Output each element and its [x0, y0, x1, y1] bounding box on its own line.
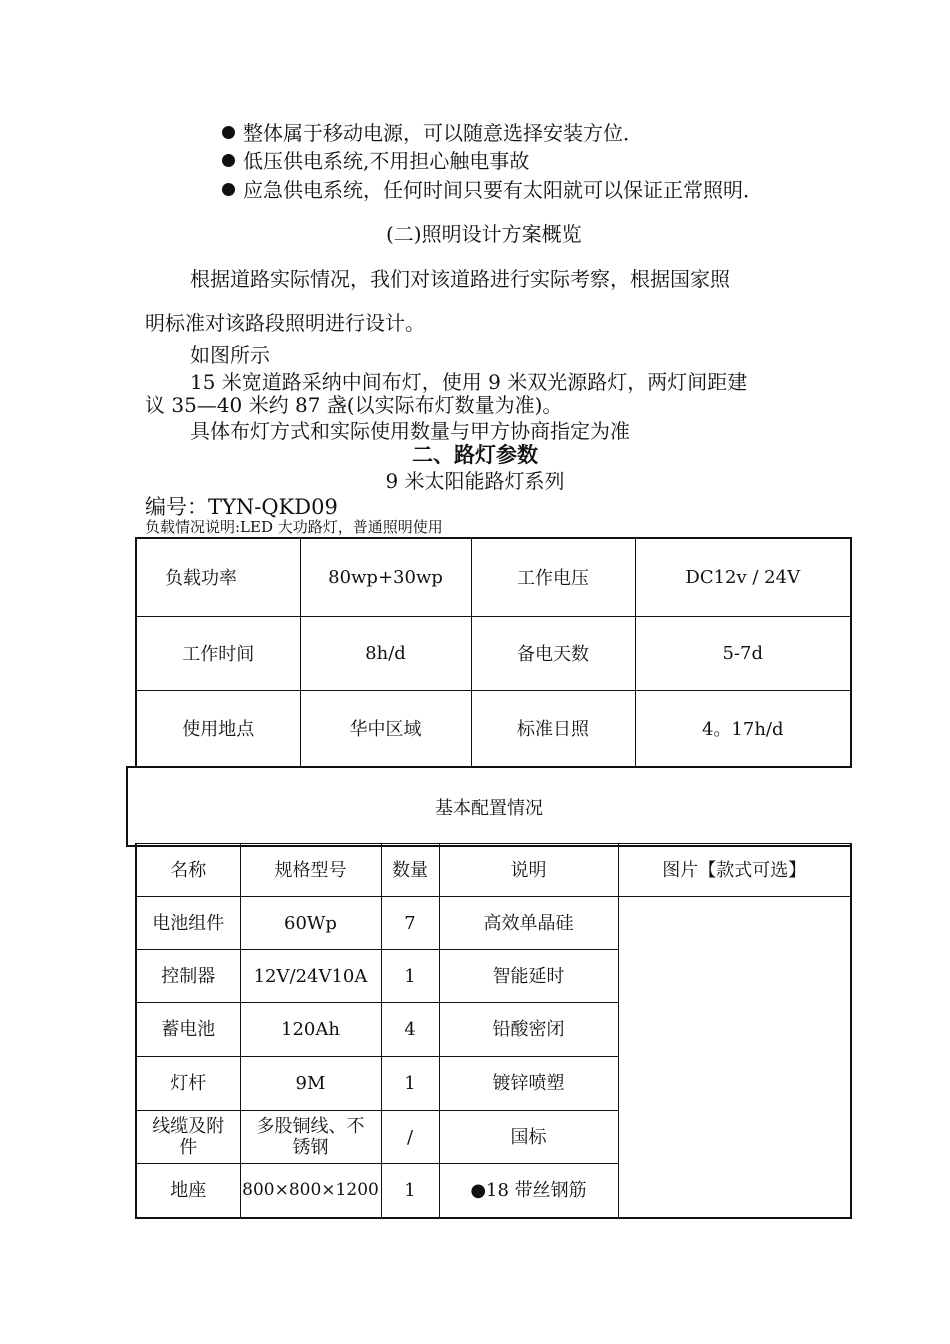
column-header: 规格型号 — [240, 844, 381, 897]
cell-qty: 7 — [381, 897, 439, 950]
column-header: 说明 — [439, 844, 618, 897]
bullet-text: 应急供电系统，任何时间只要有太阳就可以保证正常照明． — [243, 178, 763, 202]
config-table — [135, 843, 852, 1219]
cell-spec: 120Ah — [240, 1003, 381, 1057]
cell-name: 线缆及附件 — [136, 1111, 240, 1164]
cell-qty: 1 — [381, 1164, 439, 1218]
cell-desc: ●18 带丝钢筋 — [439, 1164, 618, 1218]
paragraph-line-clipped: 具体布灯方式和实际使用数量与甲方协商指定为准 — [190, 419, 630, 443]
param-value: 80wp+30wp — [300, 538, 471, 616]
bullet-text: 低压供电系统,不用担心触电事故 — [243, 149, 530, 173]
cell-desc: 镀锌喷塑 — [439, 1057, 618, 1111]
cell-name: 地座 — [136, 1164, 240, 1218]
column-header: 数量 — [381, 844, 439, 897]
bullet-dot-icon — [222, 126, 235, 139]
cell-spec: 60Wp — [240, 897, 381, 950]
param-label: 工作时间 — [136, 616, 300, 690]
param-label: 备电天数 — [471, 616, 635, 690]
table-row — [136, 538, 851, 616]
paragraph-line: 议 35—40 米约 87 盏(以实际布灯数量为准)。 — [145, 393, 563, 417]
param-label: 负载功率 — [136, 538, 300, 616]
cell-spec: 多股铜线、不锈钢 — [240, 1111, 381, 1164]
cell-name: 控制器 — [136, 950, 240, 1003]
cell-desc: 国标 — [439, 1111, 618, 1164]
page-subtitle: 9 米太阳能路灯系列 — [385, 469, 565, 493]
section-heading: (二)照明设计方案概览 — [386, 222, 582, 246]
param-value: 5-7d — [635, 616, 851, 690]
paragraph-line: 明标准对该路段照明进行设计。 — [145, 311, 425, 335]
cell-qty: 1 — [381, 950, 439, 1003]
cell-spec: 800×800×1200 — [240, 1164, 381, 1218]
bullet-item — [222, 117, 643, 146]
cell-qty: / — [381, 1111, 439, 1164]
cell-desc: 智能延时 — [439, 950, 618, 1003]
param-value: DC12v / 24V — [635, 538, 851, 616]
paragraph-line: 15 米宽道路采纳中间布灯，使用 9 米双光源路灯，两灯间距建 — [190, 370, 748, 394]
table-row — [136, 690, 851, 767]
product-code: 编号：TYN-QKD09 — [145, 495, 338, 519]
param-value: 4。17h/d — [635, 690, 851, 767]
config-title-text: 基本配置情况 — [435, 797, 543, 819]
cell-qty: 4 — [381, 1003, 439, 1057]
param-label: 工作电压 — [471, 538, 635, 616]
bullet-text: 整体属于移动电源，可以随意选择安装方位． — [243, 121, 643, 145]
column-header: 图片【款式可选】 — [618, 844, 851, 897]
param-label: 标准日照 — [471, 690, 635, 767]
cell-spec: 9M — [240, 1057, 381, 1111]
table-row — [136, 616, 851, 690]
cell-qty: 1 — [381, 1057, 439, 1111]
image-cell — [618, 897, 851, 1218]
cell-desc: 高效单晶硅 — [439, 897, 618, 950]
param-label: 使用地点 — [136, 690, 300, 767]
bullet-item — [222, 145, 529, 174]
config-title — [126, 766, 850, 847]
bullet-item — [222, 174, 763, 203]
table-header-row — [136, 844, 851, 897]
params-table — [135, 537, 852, 768]
bullet-dot-icon — [222, 183, 235, 196]
table-row — [136, 897, 851, 950]
paragraph-line: 如图所示 — [190, 343, 270, 367]
cell-desc: 铅酸密闭 — [439, 1003, 618, 1057]
page-title: 二、路灯参数 — [412, 443, 538, 467]
load-note: 负载情况说明:LED 大功路灯，普通照明使用 — [145, 518, 443, 536]
column-header: 名称 — [136, 844, 240, 897]
param-value: 华中区域 — [300, 690, 471, 767]
cell-name: 蓄电池 — [136, 1003, 240, 1057]
cell-spec: 12V/24V10A — [240, 950, 381, 1003]
cell-name: 灯杆 — [136, 1057, 240, 1111]
bullet-dot-icon — [222, 154, 235, 167]
paragraph-line: 根据道路实际情况，我们对该道路进行实际考察，根据国家照 — [190, 267, 730, 291]
cell-name: 电池组件 — [136, 897, 240, 950]
param-value: 8h/d — [300, 616, 471, 690]
